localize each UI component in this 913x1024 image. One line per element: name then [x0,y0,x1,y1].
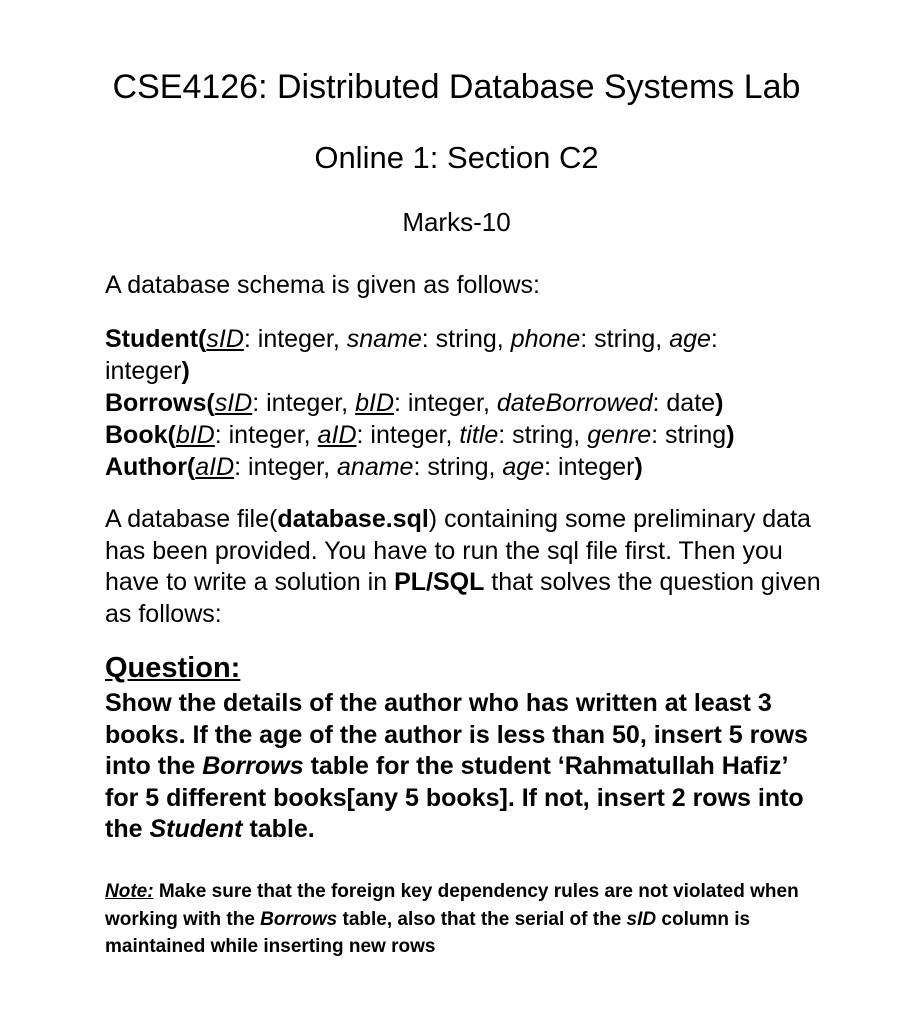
table-name: Author [105,453,187,481]
attribute-type: : integer, [394,389,490,417]
question-heading: Question: [105,652,241,684]
table-name: Borrows [105,389,207,417]
attribute-name: aID [317,421,357,449]
table-name: Student [105,325,199,353]
table-reference: Borrows [202,752,304,781]
attribute-name: bID [355,389,394,417]
schema-book: Book(bID: integer, aID: integer, title: string, genre: string) [105,421,735,449]
attribute-type: : integer, [234,453,331,481]
attribute-type: : integer, [252,389,349,417]
attribute-type: : integer [544,453,635,481]
attribute-type: : date [652,389,716,417]
schema-student: Student(sID: integer, sname: string, phone: string, age: [105,325,718,353]
attribute-name: phone [510,325,581,353]
attribute-type: : string, [580,325,663,353]
note-paragraph: Note: Make sure that the foreign key dependency rules are not violated when working with the Borrows table, also that the serial of the sID column is maintained while inserting new rows [105,881,799,957]
attribute-type: : string, [421,325,504,353]
course-title: CSE4126: Distributed Database Systems Lab [112,68,801,106]
table-reference: Student [149,815,243,844]
attribute-type: : string, [413,453,496,481]
instructions-paragraph: A database file(database.sql) containing some preliminary data has been provided. You have to run the sql file first. Then you have to write a solution in PL/SQL that solves the question given as follows: [105,505,821,628]
attribute-name: age [502,453,545,481]
language-name: PL/SQL [394,568,485,596]
exam-subtitle: Online 1: Section C2 [314,140,599,175]
attribute-name: sname [346,325,422,353]
attribute-name: aname [337,453,414,481]
schema-intro: A database schema is given as follows: [105,271,540,299]
marks-label: Marks-10 [402,207,511,237]
attribute-name: genre [587,421,652,449]
attribute-name: dateBorrowed [496,389,653,417]
attribute-name: age [669,325,711,353]
attribute-name: aID [195,453,235,481]
attribute-type: : string [651,421,727,449]
schema-author: Author(aID: integer, aname: string, age: integer) [105,453,643,481]
attribute-type: integer [105,357,182,385]
attribute-type: : [710,325,718,353]
attribute-name: bID [175,421,215,449]
table-name: Book [105,421,168,449]
column-reference: sID [626,908,657,930]
attribute-name: sID [206,325,244,353]
attribute-type: : integer, [243,325,340,353]
schema-student-cont: integer) [105,357,190,385]
attribute-name: title [459,421,499,449]
attribute-type: : integer, [356,421,453,449]
attribute-type: : integer, [214,421,311,449]
schema-borrows: Borrows(sID: integer, bID: integer, dateBorrowed: date) [105,389,724,417]
table-reference: Borrows [260,908,338,930]
sql-file-name: database.sql [277,505,429,533]
note-label: Note: [105,881,154,902]
schema-definition [105,323,825,483]
question-text: Show the details of the author who has written at least 3 books. If the age of the author is less than 50, insert 5 rows into the Borrows table for the student ‘Rahmatullah Hafiz’ for 5 different books[any 5 books]. If not, insert 2 rows into the Student table. [105,689,808,844]
attribute-name: sID [214,389,253,417]
attribute-type: : string, [498,421,581,449]
